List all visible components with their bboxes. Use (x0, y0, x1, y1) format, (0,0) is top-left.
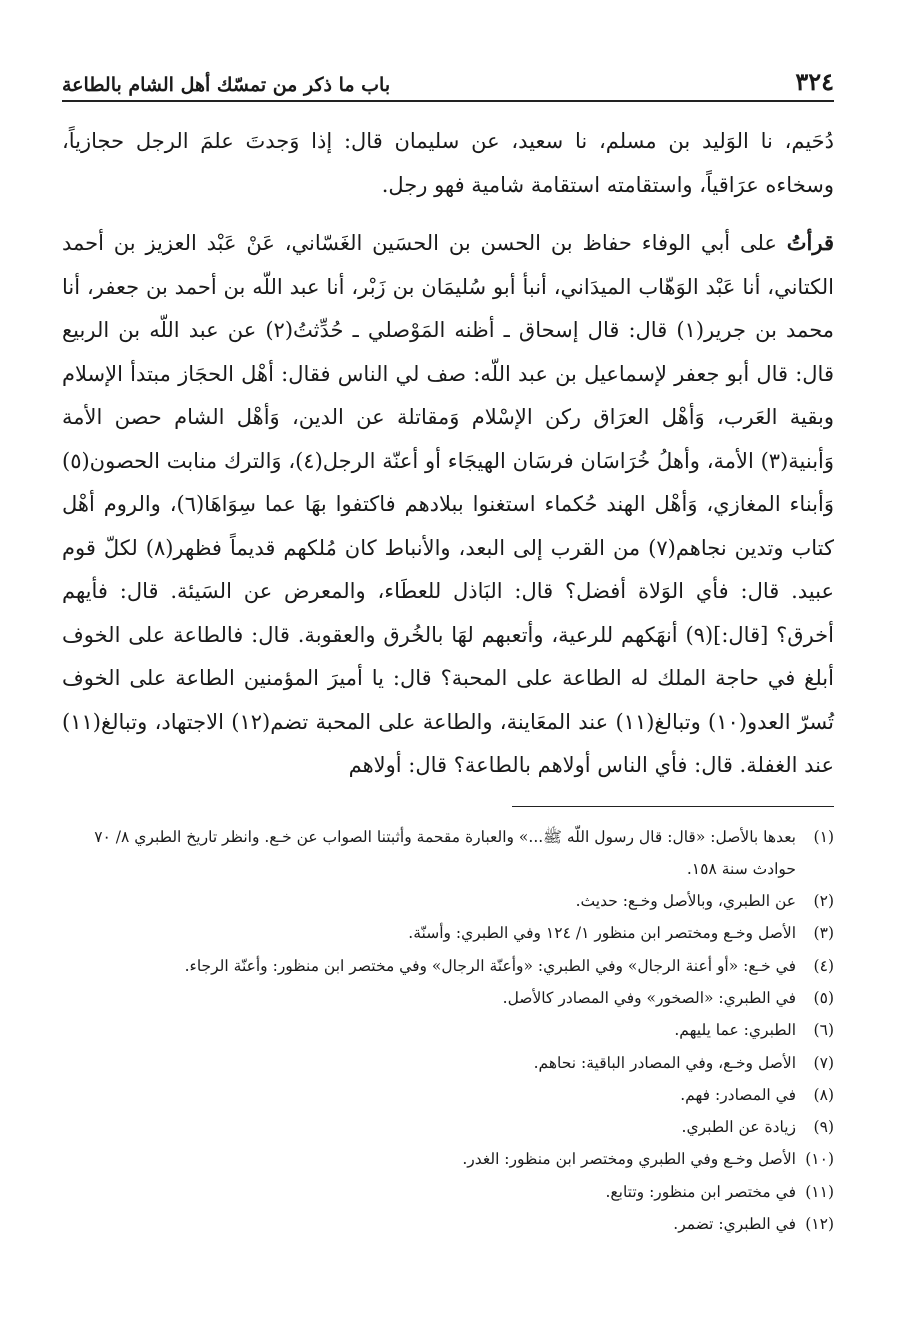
footnote-text: في المصادر: فهم. (680, 1085, 796, 1104)
footnote-text: الأصل وخـع وفي الطبري ومختصر ابن منظور: الغدر. (462, 1150, 796, 1169)
footnote-number: (٧) (813, 1053, 834, 1072)
footnote-text: في الطبري: تضمر. (673, 1215, 796, 1234)
footnote-text: الأصل وخـع، وفي المصادر الباقية: نحاهم. (533, 1053, 796, 1072)
footnote (62, 1079, 834, 1111)
paragraph-1: دُحَيم، نا الوَليد بن مسلم، نا سعيد، عن سليمان قال: إذا وَجدتَ علمَ الرجل حجازياً، وسخاءه عرَاقياً، واستقامته استقامة شامية فهو رجل. (62, 129, 834, 197)
footnote (62, 821, 834, 886)
running-header (62, 60, 834, 102)
footnote-text: عن الطبري، وبالأصل وخـع: حديث. (575, 892, 796, 911)
page-number: ٣٢٤ (795, 67, 834, 96)
footnote-separator (512, 806, 834, 807)
footnote-text: الطبري: عما يليهم. (674, 1021, 796, 1040)
footnote-number: (٦) (813, 1021, 834, 1040)
footnote (62, 1208, 834, 1240)
footnote-text: بعدها بالأصل: «قال: قال رسول اللّه ﷺ...» والعبارة مقحمة وأثبتنا الصواب عن خـع. وانظر تاريخ الطبري ٨/ ٧٠ حوادث سنة ١٥٨. (94, 827, 796, 878)
footnote-number: (٩) (813, 1118, 834, 1137)
footnote-text: زيادة عن الطبري. (681, 1118, 796, 1137)
footnote-number: (٨) (813, 1085, 834, 1104)
footnote-number: (٤) (813, 956, 834, 975)
paragraph-2-lead: قرأتُ (786, 230, 834, 255)
footnote (62, 1176, 834, 1208)
footnote (62, 982, 834, 1014)
paragraph-2 (62, 221, 834, 788)
footnote (62, 885, 834, 917)
footnote-number: (١١) (805, 1182, 834, 1201)
footnote-number: (١٠) (805, 1150, 834, 1169)
footnote (62, 917, 834, 949)
footnote (62, 1143, 834, 1175)
main-text (62, 120, 834, 788)
footnote (62, 1047, 834, 1079)
footnote-text: الأصل وخـع ومختصر ابن منظور ١/ ١٢٤ وفي الطبري: وأسنّة. (408, 924, 796, 943)
footnote-text: في مختصر ابن منظور: وتتابع. (605, 1182, 796, 1201)
footnote-number: (١٢) (805, 1215, 834, 1234)
footnote-number: (٥) (813, 988, 834, 1007)
footnote (62, 1111, 834, 1143)
footnote (62, 1014, 834, 1046)
footnote-text: في خـع: «أو أعنة الرجال» وفي الطبري: «وأعنّة الرجال» وفي مختصر ابن منظور: وأعنّة الرجاء. (184, 956, 796, 975)
paragraph-2-text: على أبي الوفاء حفاظ بن الحسن بن الحسَين الغَسّاني، عَنْ عَبْد العزيز بن أحمد الكتاني، أنا عَبْد الوَهّاب الميدَاني، أنبأ أبو سُليمَان بن زَبْر، أنا عبد اللّه بن أحمد بن جعفر، أنا محمد بن جرير(١) قال: قال إسحاق ـ أظنه المَوْصلي ـ حُدِّثتُ(٢) عن عبد اللّه بن الربيع قال: قال أبو جعفر لإسماعيل بن عبد اللّه: صف لي الناس فقال: أهْل الحجَاز مبتدأ الإسلام وبقية العَرب، وَأهْل العرَاق ركن الإسْلام وَمقاتلة عن الدين، وَأهْل الشام حصن الأمة وَأبنية(٣) الأمة، وأهلُ خُرَاسَان فرسَان الهيجَاء أو أعنّة الرجل(٤)، وَالترك منابت الحصون(٥) وَأبناء المغازي، وَأهْل الهند حُكماء استغنوا ببلادهم فاكتفوا بهَا عما سِوَاهَا(٦)، والروم أهْل كتاب وتدين نجاهم(٧) من القرب إلى البعد، والأنباط كان مُلكهم قديماً فظهر(٨) لكلّ قوم عبيد. قال: فأي الوَلاة أفضل؟ قال: البَاذل للعطَاء، والمعرض عن السَيئة. قال: فأيهم أخرق؟ [قال:](٩) أنهَكهم للرعية، وأتعبهم لهَا بالخُرق والعقوبة. قال: فالطاعة على الخوف أبلغ في حاجة الملك له الطاعة على المحبة؟ قال: يا أميرَ المؤمنين الطاعة على الخوف تُسرّ العدو(١٠) وتبالغ(١١) عند المعَاينة، والطاعة على المحبة تضم(١٢) الاجتهاد، وتبالغ(١١) عند الغفلة. قال: فأي الناس أولاهم بالطاعة؟ قال: أولاهم (62, 231, 835, 777)
chapter-title: باب ما ذكر من تمسّك أهل الشام بالطاعة (62, 74, 391, 96)
footnote-number: (٢) (813, 892, 834, 911)
footnote-number: (٣) (813, 924, 834, 943)
footnotes (62, 821, 834, 1241)
footnote-number: (١) (813, 827, 834, 846)
footnote (62, 950, 834, 982)
footnote-text: في الطبري: «الصخور» وفي المصادر كالأصل. (502, 988, 796, 1007)
